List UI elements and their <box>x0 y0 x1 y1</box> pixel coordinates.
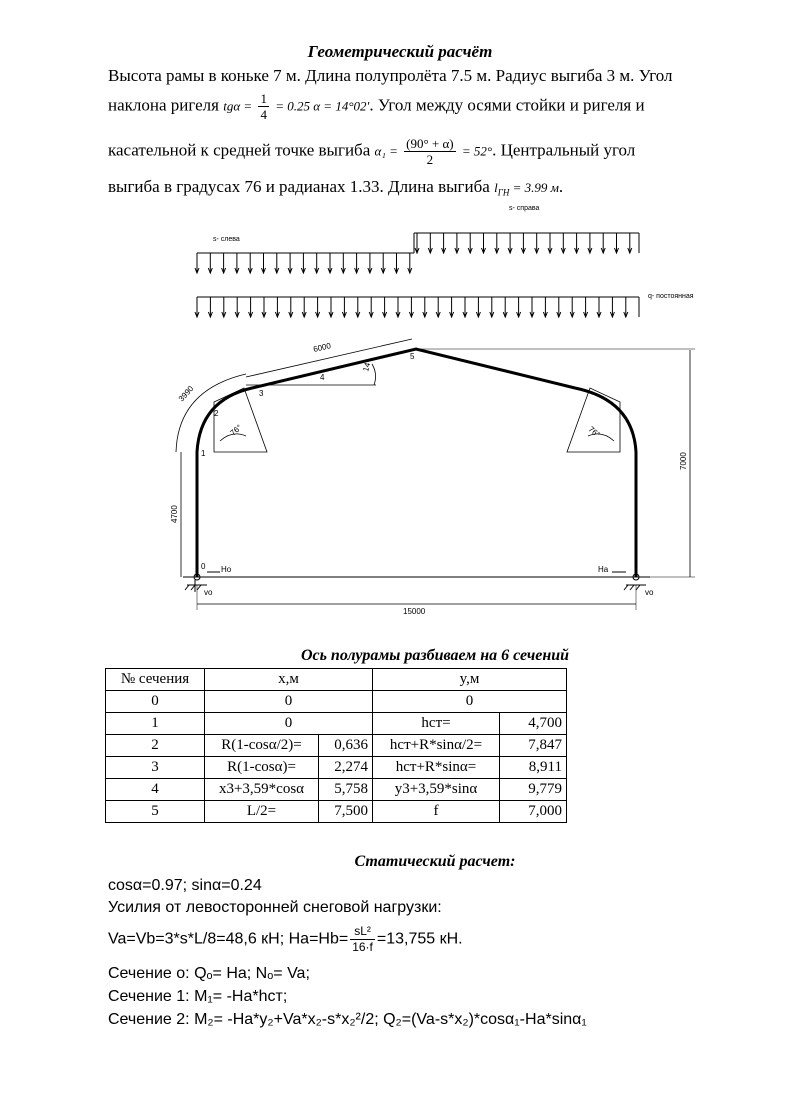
header-section: № сечения <box>106 669 205 691</box>
snow-right-arrows <box>415 233 632 253</box>
static-line-3-tail: =13,755 кН. <box>376 930 463 948</box>
geom-title: Геометрический расчёт <box>307 42 493 61</box>
fraction-ha <box>350 924 375 955</box>
frame-axis <box>197 349 636 577</box>
support-right <box>612 572 646 590</box>
sections-title: Ось полурамы разбиваем на 6 сечений <box>300 647 570 664</box>
alpha1: α₁ = <box>374 143 398 159</box>
geom-line-4-text: выгиба в градусах 76 и радианах 1.33. Длина выгиба <box>108 177 490 196</box>
frac-num: (90° + α) <box>406 136 454 151</box>
cell-x-value: 7,500 <box>319 801 373 823</box>
static-line-5: Сечение 1: M₁= -Ha*hст; <box>108 988 288 1005</box>
tg-alpha: tgα = <box>223 98 253 114</box>
cell-x-formula: R(1-cosα)= <box>205 757 319 779</box>
l-symbol: l <box>494 180 498 195</box>
frame-diagram <box>0 195 800 625</box>
dim-6000: 6000 <box>312 341 332 354</box>
l-gn <box>494 180 559 198</box>
angle-76-left: 76° <box>228 422 244 438</box>
node-3: 3 <box>259 389 264 398</box>
frac-num: 1 <box>260 91 267 106</box>
reaction-ho: Hо <box>221 565 232 574</box>
geom-line-3-text: касательной к средней точке выгиба <box>108 140 371 160</box>
cell-y-formula: f <box>373 801 500 823</box>
dim-15000: 15000 <box>403 607 426 616</box>
dim-4700: 4700 <box>170 505 179 523</box>
cell-x-formula: L/2= <box>205 801 319 823</box>
angle-triangle-right <box>567 388 620 452</box>
angle-14: 14° <box>361 358 374 373</box>
fraction-alpha1 <box>404 136 456 167</box>
cell-y-formula: hст+R*sinα= <box>373 757 500 779</box>
geom-line-2-text: наклона ригеля <box>108 95 219 115</box>
cell-x-formula: x3+3,59*cosα <box>205 779 319 801</box>
node-0: 0 <box>201 562 206 571</box>
header-x: x,м <box>205 669 373 691</box>
l-sub: ГН <box>497 187 510 198</box>
static-line-3-text: Va=Vb=3*s*L/8=48,6 кН; Ha=Hb= <box>108 930 349 948</box>
geom-line-2 <box>108 91 645 122</box>
cell-section: 0 <box>106 691 205 713</box>
table-row <box>106 801 567 823</box>
reaction-ha: Hа <box>598 565 609 574</box>
s-right-label: s- справа <box>509 205 540 212</box>
geom-line-3-tail: . Центральный угол <box>492 140 636 160</box>
cell-y-formula: y3+3,59*sinα <box>373 779 500 801</box>
static-line-1: cosα=0.97; sinα=0.24 <box>108 877 262 894</box>
header-y: y,м <box>373 669 567 691</box>
cell-section: 5 <box>106 801 205 823</box>
table-header-row <box>106 669 567 691</box>
reaction-vo-left: vo <box>204 588 213 597</box>
cell-y-formula: hст= <box>373 713 500 735</box>
frac-den: 2 <box>426 152 434 167</box>
angle-arc-14 <box>372 364 376 385</box>
geom-line-3 <box>108 136 635 167</box>
table-row <box>106 713 567 735</box>
alpha1-value: = 52° <box>461 143 493 159</box>
tg-value: = 0.25 α = 14°02' <box>275 98 370 114</box>
geom-line-4-end: . <box>558 177 564 196</box>
angle-76-right: 76° <box>586 424 602 440</box>
cell-x-formula: R(1-cosα/2)= <box>205 735 319 757</box>
l-value: = 3.99 м <box>509 180 559 195</box>
node-1: 1 <box>201 449 206 458</box>
sections-table <box>105 668 567 823</box>
dim-3990: 3990 <box>176 384 196 404</box>
fraction-1-4 <box>258 91 269 122</box>
cell-x: 0 <box>205 713 373 735</box>
static-line-3 <box>108 924 463 955</box>
dim-7000: 7000 <box>679 452 688 470</box>
cell-y-value: 7,847 <box>500 735 567 757</box>
cell-x: 0 <box>205 691 373 713</box>
cell-section: 1 <box>106 713 205 735</box>
node-4: 4 <box>320 373 325 382</box>
permanent-load-arrows <box>195 297 628 317</box>
cell-x-value: 0,636 <box>319 735 373 757</box>
static-line-6: Сечение 2: M₂= -Ha*y₂+Va*x₂-s*x₂²/2; Q₂=(Va-s*x₂)*cosα₁-Ha*sinα₁ <box>108 1011 587 1028</box>
geom-line-1: Высота рамы в коньке 7 м. Длина полупролёта 7.5 м. Радиус выгиба 3 м. Угол <box>108 66 673 85</box>
cell-x-value: 2,274 <box>319 757 373 779</box>
table-row <box>106 779 567 801</box>
frac-den: 16·f <box>352 940 373 954</box>
table-row <box>106 691 567 713</box>
cell-section: 3 <box>106 757 205 779</box>
static-line-2: Усилия от левосторонней снеговой нагрузки: <box>108 899 442 916</box>
frac-num: sL² <box>350 924 375 940</box>
cell-section: 2 <box>106 735 205 757</box>
cell-y-value: 8,911 <box>500 757 567 779</box>
geom-line-2-tail: . Угол между осями стойки и ригеля и <box>369 95 645 115</box>
cell-y-value: 7,000 <box>500 801 567 823</box>
static-title: Статический расчет: <box>354 853 516 870</box>
cell-y-value: 9,779 <box>500 779 567 801</box>
cell-y: 0 <box>373 691 567 713</box>
static-line-4: Сечение о: Qₒ= Ha; Nₒ= Va; <box>108 965 310 982</box>
cell-y-value: 4,700 <box>500 713 567 735</box>
table-row <box>106 735 567 757</box>
cell-x-value: 5,758 <box>319 779 373 801</box>
reaction-vo-right: vo <box>645 588 654 597</box>
node-5: 5 <box>410 352 415 361</box>
table-row <box>106 757 567 779</box>
node-2: 2 <box>214 409 219 418</box>
snow-left-arrows <box>195 253 412 273</box>
cell-section: 4 <box>106 779 205 801</box>
cell-y-formula: hст+R*sinα/2= <box>373 735 500 757</box>
frac-den: 4 <box>260 107 267 122</box>
support-left <box>185 572 220 592</box>
q-constant-label: q- постоянная <box>648 293 694 300</box>
snow-load-right <box>414 233 639 253</box>
s-left-label: s- слева <box>213 236 240 243</box>
